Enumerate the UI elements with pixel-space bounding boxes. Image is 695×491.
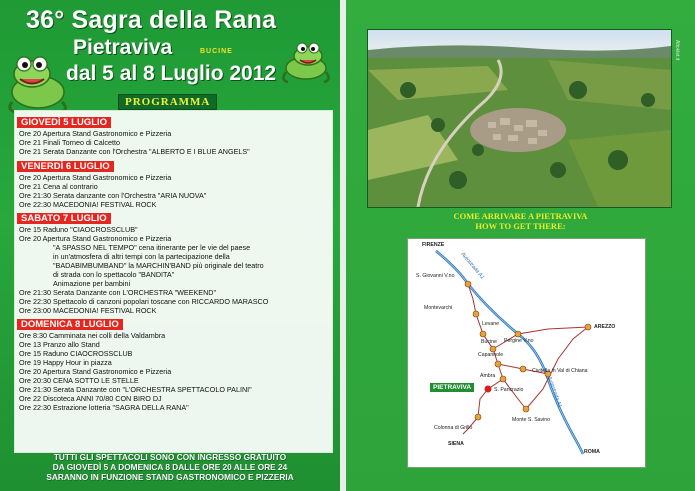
program-line: Ore 21 Cena al contrario [19,182,98,191]
howto-italian: COME ARRIVARE A PIETRAVIVA [453,211,588,221]
map-label-arezzo: AREZZO [594,324,616,330]
municipality-tag: BUCINE [200,48,233,55]
map-label-roma: ROMA [584,449,600,455]
program-line: Ore 23:00 MACEDONIA! FESTIVAL ROCK [19,306,157,315]
map-label-siena: SIENA [448,441,464,447]
event-title: 36° Sagra della Rana [26,6,277,34]
program-line: Ore 20 Apertura Stand Gastronomico e Pizzeria [19,367,172,376]
print-credit: Altoklet.it [674,40,680,61]
frog-left-icon [2,52,74,114]
program-line: Ore 21 Serata Danzante con l'Orchestra "ALBERTO E I BLUE ANGELS" [19,147,250,156]
program-panel [0,0,340,491]
frog-right-icon [278,40,334,84]
program-line: Ore 15 Raduno CIAOCROSSCLUB [19,349,133,358]
program-line: Ore 22:30 Spettacolo di canzoni popolari toscane con RICCARDO MARASCO [19,297,269,306]
map-label-montevarchi: Montevarchi [424,305,453,311]
day-header-thursday: GIOVEDÌ 5 LUGLIO [17,117,111,128]
program-line: Ore 20 Apertura Stand Gastronomico e Pizzeria [19,234,172,243]
directions-map [407,238,646,468]
program-line: di strada con lo spettacolo "BANDITA" [53,270,175,279]
map-label-colonna: Colonna di Grillo [434,425,473,431]
program-line: Ore 20 Apertura Stand Gastronomico e Pizzeria [19,173,172,182]
footer-line-2: DA GIOVEDÌ 5 A DOMENICA 8 DALLE ORE 20 ALLE ORE 24 [52,462,288,472]
program-line: Animazione per bambini [53,279,131,288]
footer-line-3: SARANNO IN FUNZIONE STAND GASTRONOMICO E PIZZERIA [46,472,294,482]
map-label-autostrada-north: Autostrada A1 [459,251,486,281]
program-line: Ore 22 Discoteca ANNI 70/80 CON BIRO DJ [19,394,162,403]
event-dates: dal 5 al 8 Luglio 2012 [66,62,277,85]
program-line: Ore 21 Finali Torneo di Calcetto [19,138,120,147]
map-label-pergine: Pergine V.no [504,338,534,344]
map-label-levane: Levane [482,321,500,327]
map-label-autostrada-south: Autostrada A1 [545,375,563,409]
footer-line-1: TUTTI GLI SPETTACOLI SONO CON INGRESSO GRATUITO [53,452,287,462]
map-label-montesavino: Monte S. Savino [512,417,551,423]
program-line: Ore 20:30 CENA SOTTO LE STELLE [19,376,139,385]
program-line: Ore 22:30 MACEDONIA! FESTIVAL ROCK [19,200,157,209]
program-line: Ore 19 Happy Hour in piazza [19,358,112,367]
program-line: Ore 15 Raduno "CIAOCROSSCLUB" [19,225,138,234]
map-label-spancrazio: S. Pancrazio [494,387,524,393]
map-label-bucine: Bucine [481,339,497,345]
how-to-get-there [346,211,695,231]
program-box [14,110,333,453]
map-label-sgiovanni: S. Giovanni V.no [416,273,455,279]
program-line: Ore 13 Pranzo allo Stand [19,340,100,349]
map-label-pietraviva: PIETRAVIVA [430,383,474,392]
free-entry-note [0,452,340,482]
map-label-capannole: Capannole [478,352,504,358]
program-line: "BADABIMBUMBAND" la MARCHIN'BAND più originale del teatro [53,261,264,270]
program-line: in un'atmosfera di altri tempi con la partecipazione della [53,252,230,261]
program-line: "A SPASSO NEL TEMPO" cena itinerante per le vie del paese [53,243,251,252]
day-header-saturday: SABATO 7 LUGLIO [17,213,111,224]
map-label-civitella: Civitella in Val di Chiana [532,368,588,374]
howto-english: HOW TO GET THERE: [475,221,566,231]
program-line: Ore 8:30 Camminata nei colli della Valdambra [19,331,166,340]
aerial-photo [367,29,672,208]
program-line: Ore 20 Apertura Stand Gastronomico e Pizzeria [19,129,172,138]
program-label: PROGRAMMA [118,94,217,110]
map-label-ambra: Ambra [480,373,496,379]
village-name: Pietraviva [73,36,173,59]
program-line: Ore 21:30 Serata danzante con l'Orchestra "ARIA NUOVA" [19,191,207,200]
program-line: Ore 21:30 Serata Danzante con L'ORCHESTRA "WEEKEND" [19,288,217,297]
program-line: Ore 21:30 Serata Danzante con "L'ORCHESTRA SPETTACOLO PALINI" [19,385,252,394]
day-header-sunday: DOMENICA 8 LUGLIO [17,319,123,330]
program-line: Ore 22:30 Estrazione lotteria "SAGRA DELLA RANA" [19,403,189,412]
day-header-friday: VENERDÌ 6 LUGLIO [17,161,114,172]
map-label-firenze: FIRENZE [422,242,445,248]
